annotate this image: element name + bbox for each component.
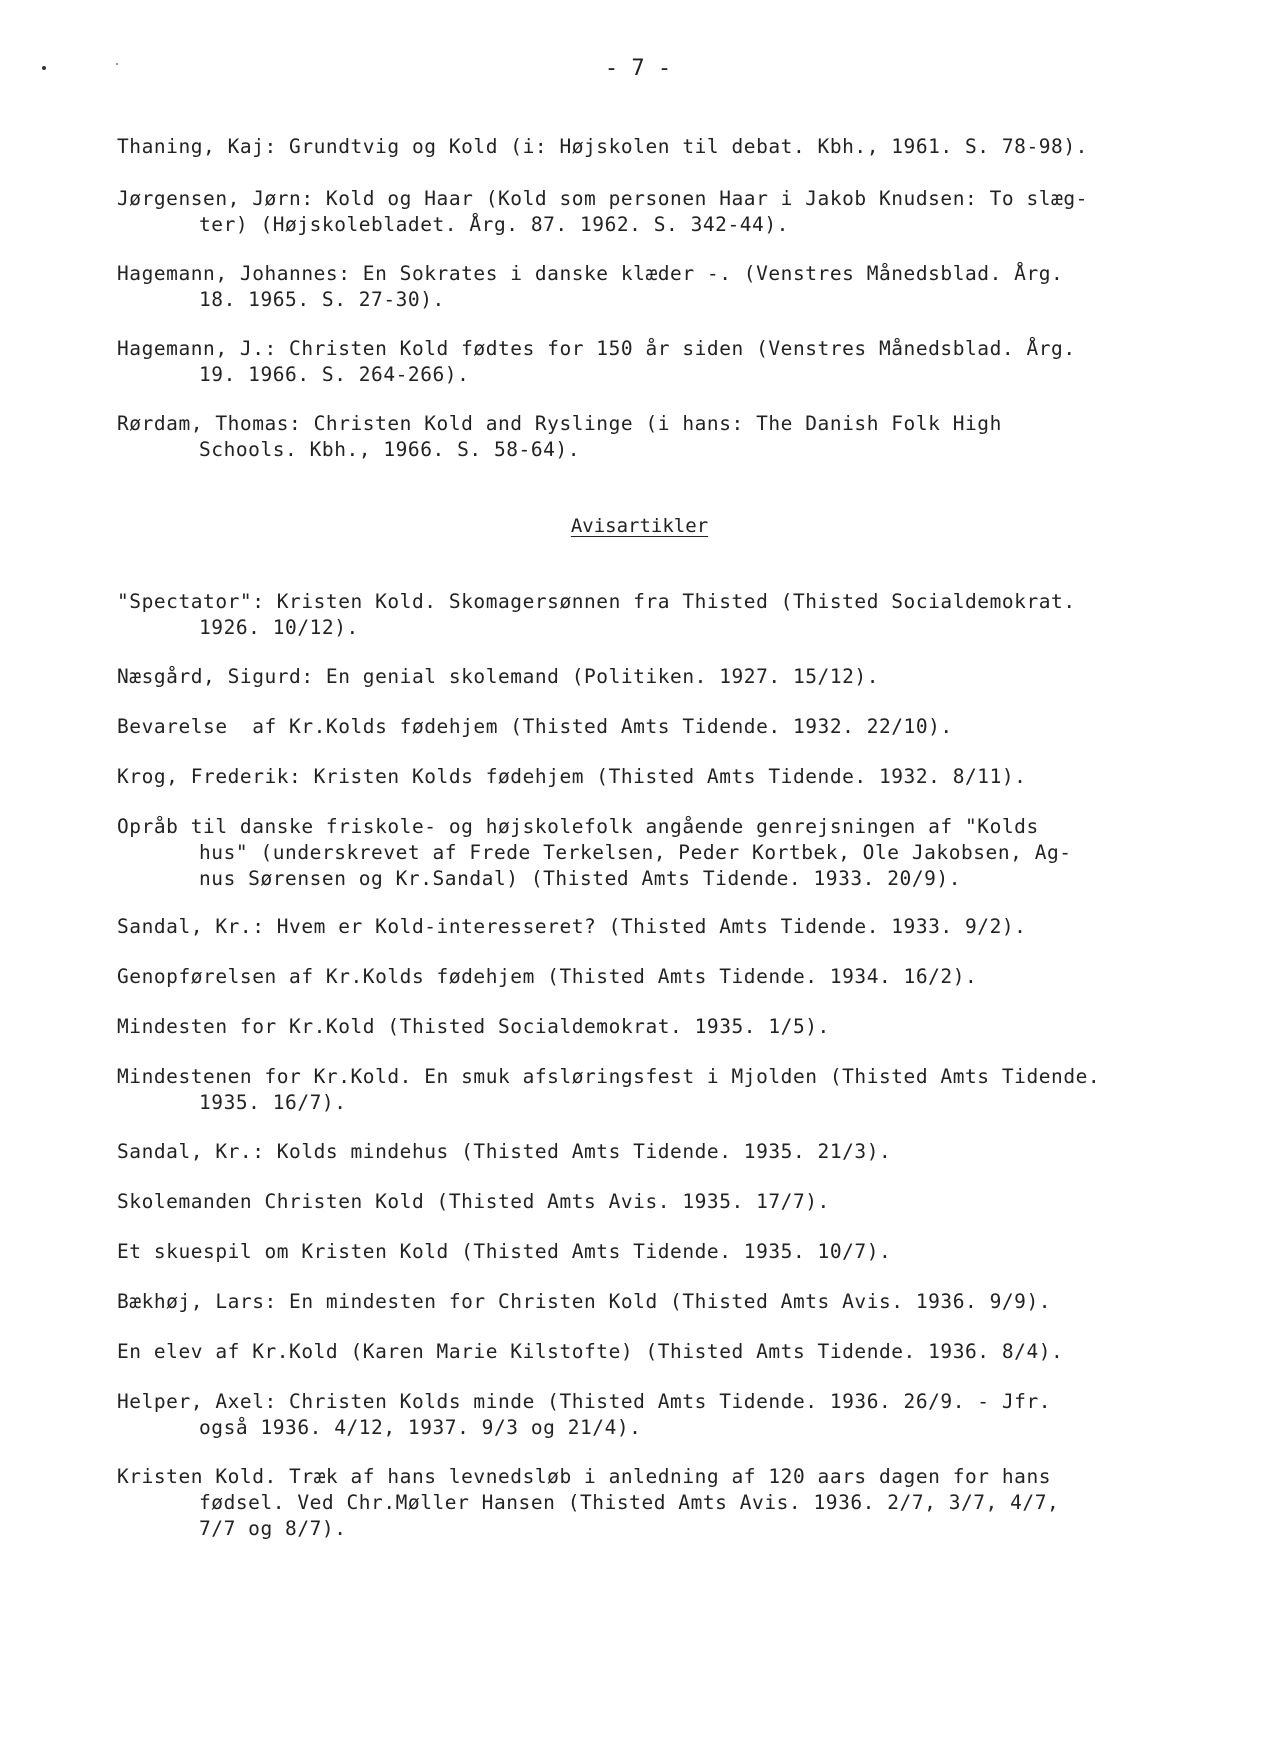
entry-first-line: Mindestenen for Kr.Kold. En smuk afsløringsfest i Mjolden (Thisted Amts Tidende. (117, 1065, 1101, 1088)
page-number: - 7 - (604, 56, 672, 81)
bibliography-entry (117, 186, 1197, 238)
entry-first-line: En elev af Kr.Kold (Karen Marie Kilstofte) (Thisted Amts Tidende. 1936. 8/4). (117, 1340, 1064, 1363)
bibliography-entry (117, 964, 1197, 990)
bibliography-entry (117, 1189, 1197, 1215)
bibliography-entry (117, 134, 1197, 160)
entry-continuation-line: nus Sørensen og Kr.Sandal) (Thisted Amts Tidende. 1933. 20/9). (199, 867, 961, 890)
bibliography-entry (117, 1389, 1197, 1441)
entry-first-line: Sandal, Kr.: Hvem er Kold-interesseret? (Thisted Amts Tidende. 1933. 9/2). (117, 915, 1027, 938)
entry-first-line: Jørgensen, Jørn: Kold og Haar (Kold som personen Haar i Jakob Knudsen: To slæg- (117, 187, 1088, 210)
entry-first-line: "Spectator": Kristen Kold. Skomagersønnen fra Thisted (Thisted Socialdemokrat. (117, 590, 1076, 613)
entry-continuation-line: fødsel. Ved Chr.Møller Hansen (Thisted Amts Avis. 1936. 2/7, 3/7, 4/7, (199, 1491, 1060, 1514)
entry-first-line: Bevarelse af Kr.Kolds fødehjem (Thisted Amts Tidende. 1932. 22/10). (117, 715, 953, 738)
entry-first-line: Rørdam, Thomas: Christen Kold and Ryslinge (i hans: The Danish Folk High (117, 412, 1002, 435)
bibliography-entry (117, 1289, 1197, 1315)
entry-first-line: Krog, Frederik: Kristen Kolds fødehjem (Thisted Amts Tidende. 1932. 8/11). (117, 765, 1027, 788)
bibliography-entry (117, 261, 1197, 313)
entry-continuation-line: 7/7 og 8/7). (199, 1517, 347, 1540)
entry-continuation-line: 18. 1965. S. 27-30). (199, 288, 445, 311)
entry-continuation-line: hus" (underskrevet af Frede Terkelsen, Peder Kortbek, Ole Jakobsen, Ag- (199, 841, 1072, 864)
bibliography-entry (117, 1064, 1197, 1116)
entry-continuation-line: Schools. Kbh., 1966. S. 58-64). (199, 438, 580, 461)
section-heading (117, 515, 1162, 537)
section-heading-text: Avisartikler (570, 515, 709, 537)
bibliography-entry (117, 589, 1197, 641)
entry-first-line: Bækhøj, Lars: En mindesten for Christen Kold (Thisted Amts Avis. 1936. 9/9). (117, 1290, 1052, 1313)
bibliography-entry (117, 814, 1197, 892)
entry-first-line: Skolemanden Christen Kold (Thisted Amts Avis. 1935. 17/7). (117, 1190, 830, 1213)
entry-first-line: Thaning, Kaj: Grundtvig og Kold (i: Højskolen til debat. Kbh., 1961. S. 78-98). (117, 135, 1088, 158)
entry-first-line: Mindesten for Kr.Kold (Thisted Socialdemokrat. 1935. 1/5). (117, 1015, 830, 1038)
entry-first-line: Kristen Kold. Træk af hans levnedsløb i anledning af 120 aars dagen for hans (117, 1465, 1052, 1488)
entry-continuation-line: også 1936. 4/12, 1937. 9/3 og 21/4). (199, 1416, 642, 1439)
bibliography-entry (117, 914, 1197, 940)
entry-continuation-line: 1926. 10/12). (199, 616, 359, 639)
bibliography-entry (117, 664, 1197, 690)
entry-first-line: Hagemann, Johannes: En Sokrates i danske klæder -. (Venstres Månedsblad. Årg. (117, 262, 1064, 285)
bibliography-entry (117, 714, 1197, 740)
entry-first-line: Sandal, Kr.: Kolds mindehus (Thisted Amts Tidende. 1935. 21/3). (117, 1140, 892, 1163)
entry-first-line: Hagemann, J.: Christen Kold fødtes for 150 år siden (Venstres Månedsblad. Årg. (117, 337, 1076, 360)
bibliography-entry (117, 1014, 1197, 1040)
entry-first-line: Næsgård, Sigurd: En genial skolemand (Politiken. 1927. 15/12). (117, 665, 879, 688)
entry-continuation-line: ter) (Højskolebladet. Årg. 87. 1962. S. 342-44). (199, 213, 789, 236)
entry-first-line: Genopførelsen af Kr.Kolds fødehjem (Thisted Amts Tidende. 1934. 16/2). (117, 965, 978, 988)
entry-continuation-line: 19. 1966. S. 264-266). (199, 363, 470, 386)
entry-first-line: Et skuespil om Kristen Kold (Thisted Amts Tidende. 1935. 10/7). (117, 1240, 892, 1263)
bibliography-entry (117, 764, 1197, 790)
bibliography-entry (117, 336, 1197, 388)
bibliography-entry (117, 1339, 1197, 1365)
bibliography-entry (117, 1239, 1197, 1265)
bibliography-entry (117, 411, 1197, 463)
entry-first-line: Opråb til danske friskole- og højskolefolk angående genrejsningen af "Kolds (117, 815, 1039, 838)
entry-continuation-line: 1935. 16/7). (199, 1091, 347, 1114)
bibliography-entry (117, 1139, 1197, 1165)
entry-first-line: Helper, Axel: Christen Kolds minde (Thisted Amts Tidende. 1936. 26/9. - Jfr. (117, 1390, 1052, 1413)
bibliography-entry (117, 1464, 1197, 1542)
